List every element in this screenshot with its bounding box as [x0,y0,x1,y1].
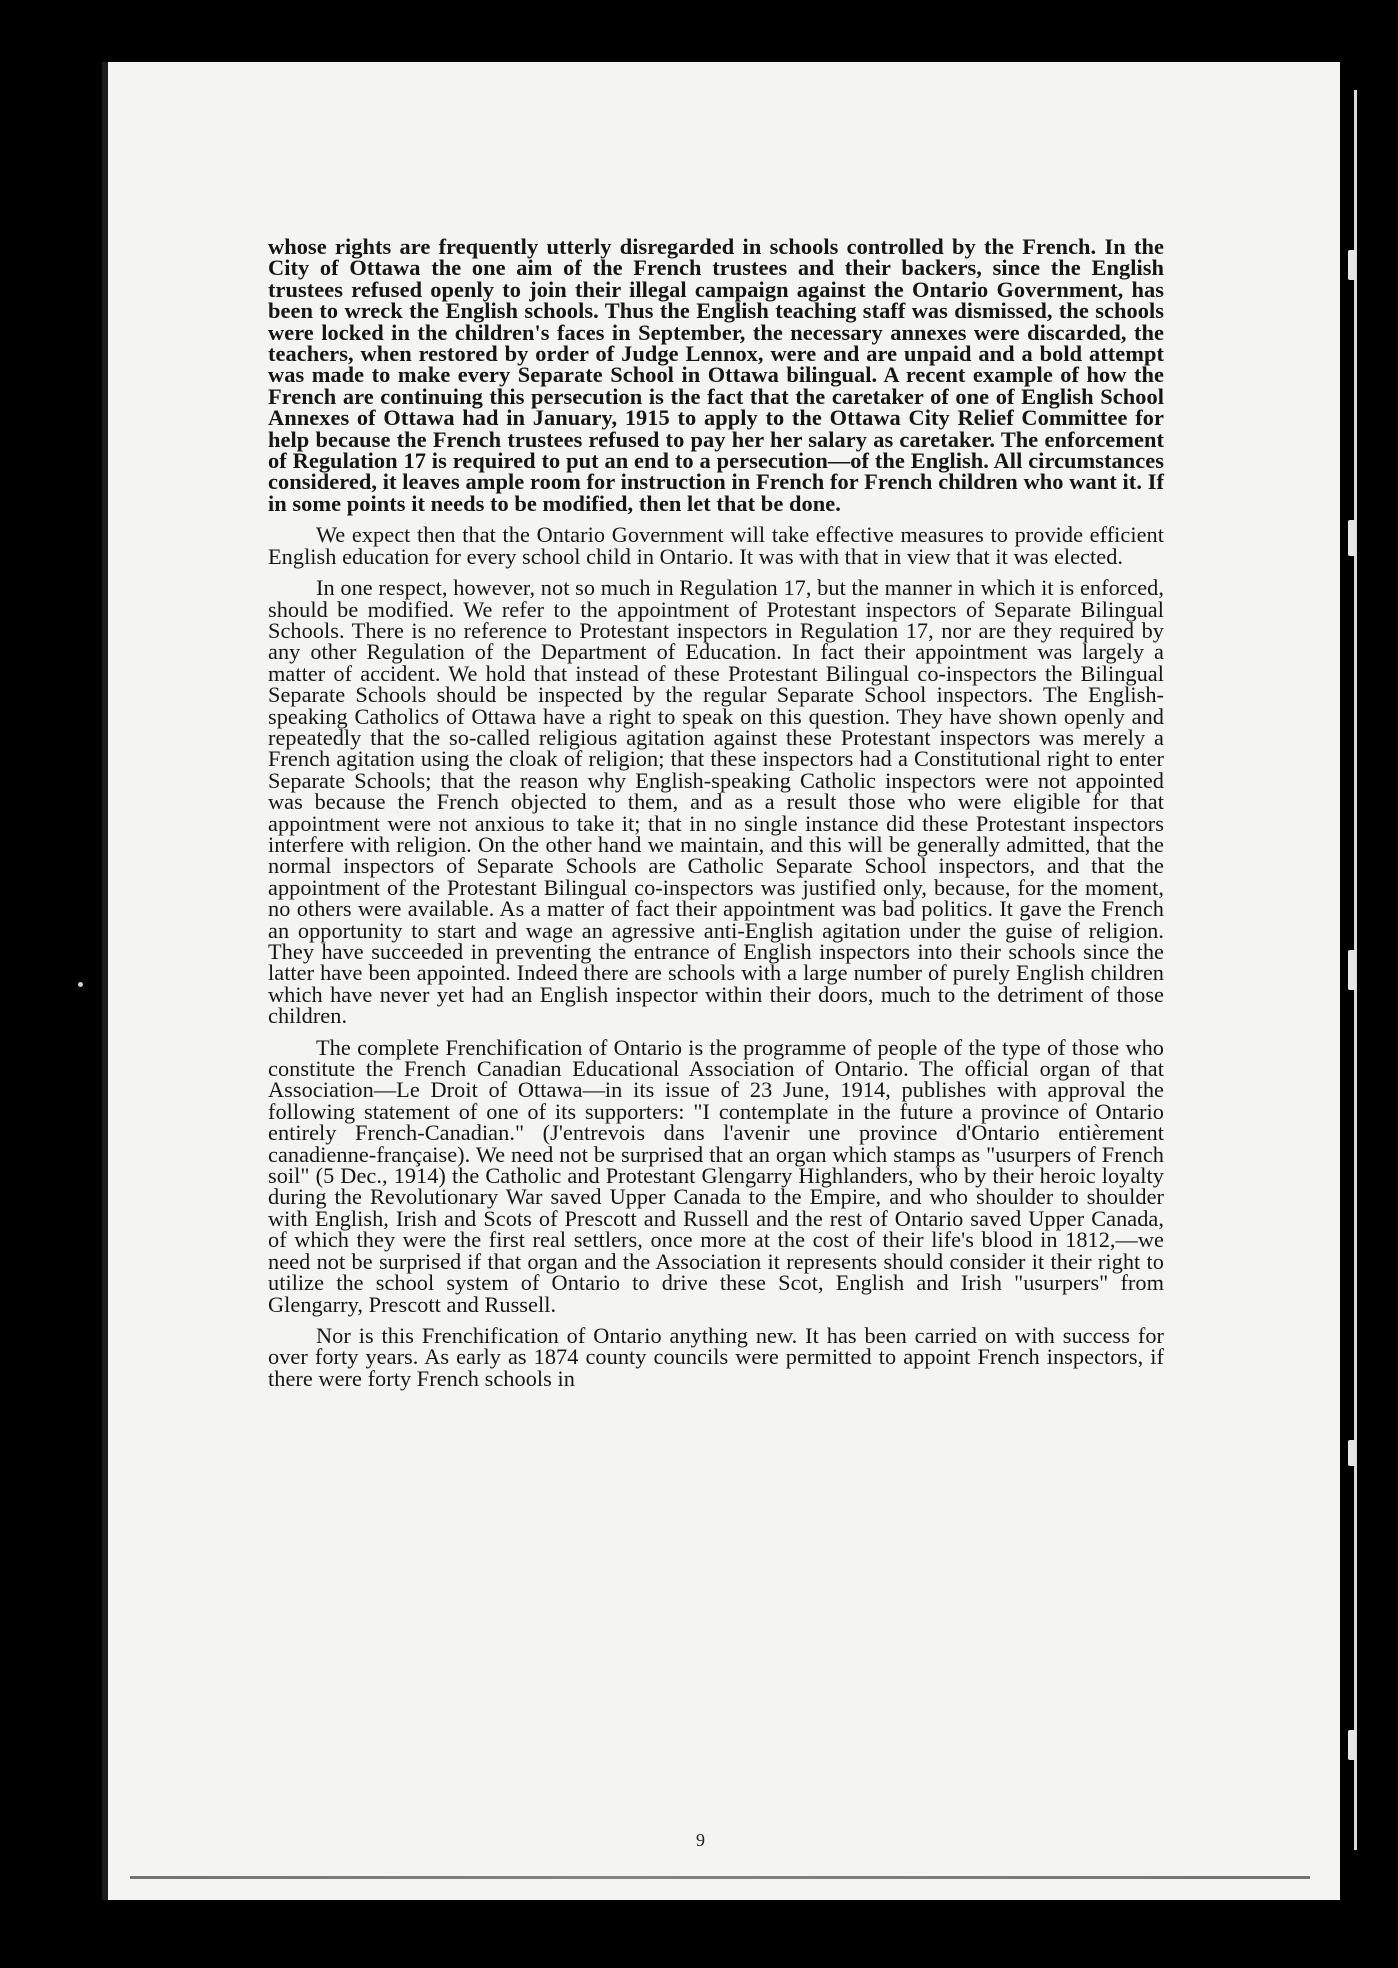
edge-mark [1348,1440,1356,1466]
page-bottom-edge [130,1876,1310,1879]
edge-mark [1348,520,1356,556]
adjacent-page-edge [1340,80,1398,1880]
scan-speck [78,982,83,987]
paragraph-4: The complete Frenchification of Ontario is the programme of people of the type of those who constitute the French Canadian Educational Association of Ontario. The official organ of that Association—Le Droit of Ottawa—in its issue of 23 June, 1914, publishes with approval the following statement of one of its supporters: "I contemplate in the future a province of Ontario entirely French-Canadian." (J'entrevois dans l'avenir une province d'Ontario entièrement canadienne-française). We need not be surprised that an organ which stamps as "usurpers of French soil" (5 Dec., 1914) the Catholic and Protestant Glengarry Highlanders, who by their heroic loyalty during the Revolutionary War saved Upper Canada to the Empire, and who shoulder to shoulder with English, Irish and Scots of Prescott and Russell and the rest of Ontario saved Upper Canada, of which they were the first real settlers, once more at the cost of their life's blood in 1812,—we need not be surprised if that organ and the Association it represents should consider it their right to utilize the school system of Ontario to drive these Scot, English and Irish "usurpers" from Glengarry, Prescott and Russell. [268,1034,1164,1317]
edge-mark [1348,950,1356,990]
paragraph-1: whose rights are frequently utterly disregarded in schools controlled by the French. In the City of Ottawa the one aim of the French trustees and their backers, since the English trustees refused openly to join their illegal campaign against the Ontario Government, has been to wreck the English schools. Thus the English teaching staff was dismissed, the schools were locked in the children's faces in September, the necessary annexes were discarded, the teachers, when restored by order of Judge Lennox, were and are unpaid and a bold attempt was made to make every Separate School in Ottawa bilingual. A recent example of how the French are continuing this persecution is the fact that the caretaker of one of English School Annexes of Ottawa had in January, 1915 to apply to the Ottawa City Relief Committee for help because the French trustees refused to pay her her salary as caretaker. The enforcement of Regulation 17 is required to put an end to a persecution—of the English. All circumstances considered, it leaves ample room for instruction in French for French children who want it. If in some points it needs to be modified, then let that be done. [268,234,1164,516]
edge-mark [1348,1730,1356,1760]
paragraph-5: Nor is this Frenchification of Ontario anything new. It has been carried on with success for over forty years. As early as 1874 county councils were permitted to appoint French inspectors, if there were forty French schools in [268,1322,1164,1391]
paragraph-3: In one respect, however, not so much in Regulation 17, but the manner in which it is enforced, should be modified. We refer to the appointment of Protestant inspectors of Separate Bilingual Schools. There is no reference to Protestant inspectors in Regulation 17, nor are they required by any other Regulation of the Department of Education. In fact their appointment was largely a matter of accident. We hold that instead of these Protestant Bilingual co-inspectors the Bilingual Separate Schools should be inspected by the regular Separate School inspectors. The English-speaking Catholics of Ottawa have a right to speak on this question. They have shown openly and repeatedly that the so-called religious agitation against these Protestant inspectors was merely a French agitation using the cloak of religion; that these inspectors had a Constitutional right to enter Separate Schools; that the reason why English-speaking Catholic inspectors were not appointed was because the French objected to them, and as a result those who were eligible for that appointment were not anxious to take it; that in no single instance did these Protestant inspectors interfere with religion. On the other hand we maintain, and this will be generally admitted, that the normal inspectors of Separate Schools are Catholic Separate School inspectors, and that the appointment of the Protestant Bilingual co-inspectors was justified only, because, for the moment, no others were available. As a matter of fact their appointment was bad politics. It gave the French an opportunity to start and wage an agressive anti-English agitation under the guise of religion. They have succeeded in preventing the entrance of English inspectors into their schools since the latter have been appointed. Indeed there are schools with a large number of purely English children which have never yet had an English inspector within their doors, much to the detriment of those children. [268,575,1164,1029]
paragraph-2: We expect then that the Ontario Government will take effective measures to provide efficient English education for every school child in Ontario. It was with that in view that it was elected. [268,522,1164,569]
body-text [268,236,1164,1389]
edge-mark [1348,250,1356,280]
page-number: 9 [696,1830,705,1850]
